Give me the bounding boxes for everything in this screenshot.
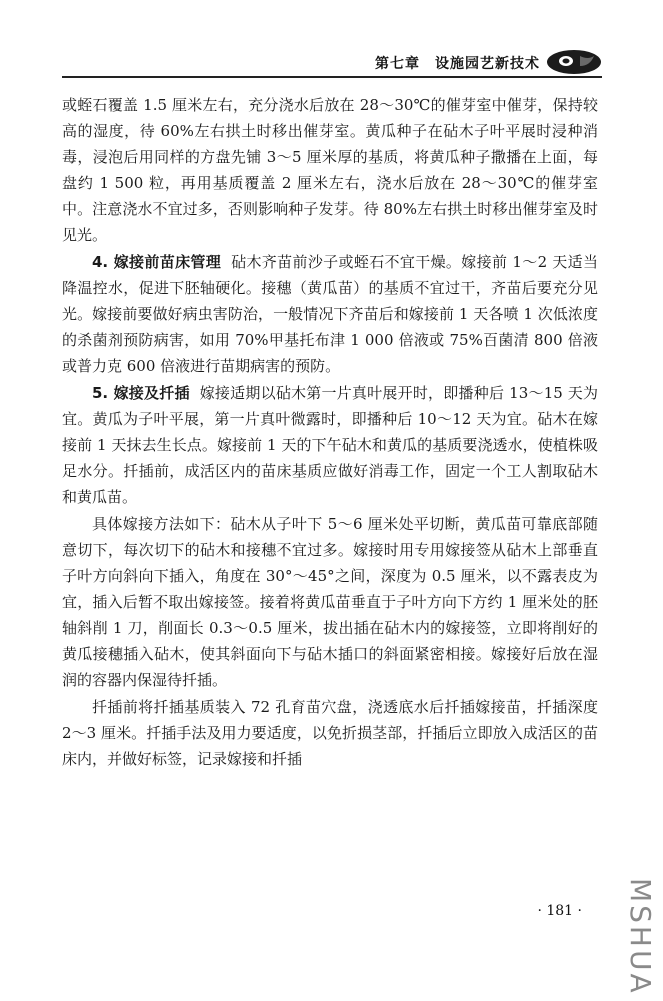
header-ornament-icon — [544, 46, 602, 76]
paragraph-4 — [62, 511, 598, 693]
paragraph-2-text: 砧木齐苗前沙子或蛭石不宜干燥。嫁接前 1～2 天适当降温控水，促进下胚轴硬化。接穗（黄瓜苗）的基质不宜过干，齐苗后要充分见光。嫁接前要做好病虫害防治，一般情况下齐苗后和嫁接前 1 天各喷 1 次低浓度的杀菌剂预防病害，如用 70%甲基托布津 1 000 倍液或 75%百菌清 800 倍液或普力克 600 倍液进行苗期病害的预防。 — [62, 253, 598, 375]
page-number: · 181 · — [537, 903, 582, 919]
paragraph-5-text: 扦插前将扦插基质装入 72 孔育苗穴盘，浇透底水后扦插嫁接苗，扦插深度 2～3 厘米。扦插手法及用力要适度，以免折损茎部，扦插后立即放入成活区的苗床内，并做好标签，记录嫁接和扦插 — [62, 698, 598, 768]
section-5-heading: 5. 嫁接及扦插 — [92, 384, 190, 402]
paragraph-3-text: 嫁接适期以砧木第一片真叶展开时，即播种后 13～15 天为宜。黄瓜为子叶平展，第一片真叶微露时，即播种后 10～12 天为宜。砧木在嫁接前 1 天抹去生长点。嫁接前 1 天的下午砧木和黄瓜的基质要浇透水，使植株吸足水分。扦插前，成活区内的苗床基质应做好消毒工作，固定一个工人割取砧木和黄瓜苗。 — [62, 384, 598, 506]
paragraph-5 — [62, 694, 598, 772]
running-header — [62, 50, 602, 78]
paragraph-1-text: 或蛭石覆盖 1.5 厘米左右，充分浇水后放在 28～30℃的催芽室中催芽，保持较高的湿度，待 60%左右拱土时移出催芽室。黄瓜种子在砧木子叶平展时浸种消毒，浸泡后用同样的方盘先铺 3～5 厘米厚的基质，将黄瓜种子撒播在上面，每盘约 1 500 粒，再用基质覆盖 2 厘米左右，浇水后放在 28～30℃的催芽室中。注意浇水不宜过多，否则影响种子发芽。待 80%左右拱土时移出催芽室及时见光。 — [62, 96, 598, 244]
watermark: MSHUA — [624, 878, 657, 996]
paragraph-2 — [62, 249, 598, 379]
chapter-title: 第七章 设施园艺新技术 — [375, 56, 540, 72]
paragraph-1 — [62, 92, 598, 248]
paragraph-3 — [62, 380, 598, 510]
body-text — [62, 92, 598, 773]
section-4-heading: 4. 嫁接前苗床管理 — [92, 253, 222, 271]
paragraph-4-text: 具体嫁接方法如下：砧木从子叶下 5～6 厘米处平切断，黄瓜苗可靠底部随意切下，每次切下的砧木和接穗不宜过多。嫁接时用专用嫁接签从砧木上部垂直子叶方向斜向下插入，角度在 30°～45°之间，深度为 0.5 厘米，以不露表皮为宜，插入后暂不取出嫁接签。接着将黄瓜苗垂直于子叶方向下方约 1 厘米处的胚轴斜削 1 刀，削面长 0.3～0.5 厘米，拔出插在砧木内的嫁接签，立即将削好的黄瓜接穗插入砧木，使其斜面向下与砧木插口的斜面紧密相接。嫁接好后放在湿润的容器内保湿待扦插。 — [62, 515, 598, 689]
